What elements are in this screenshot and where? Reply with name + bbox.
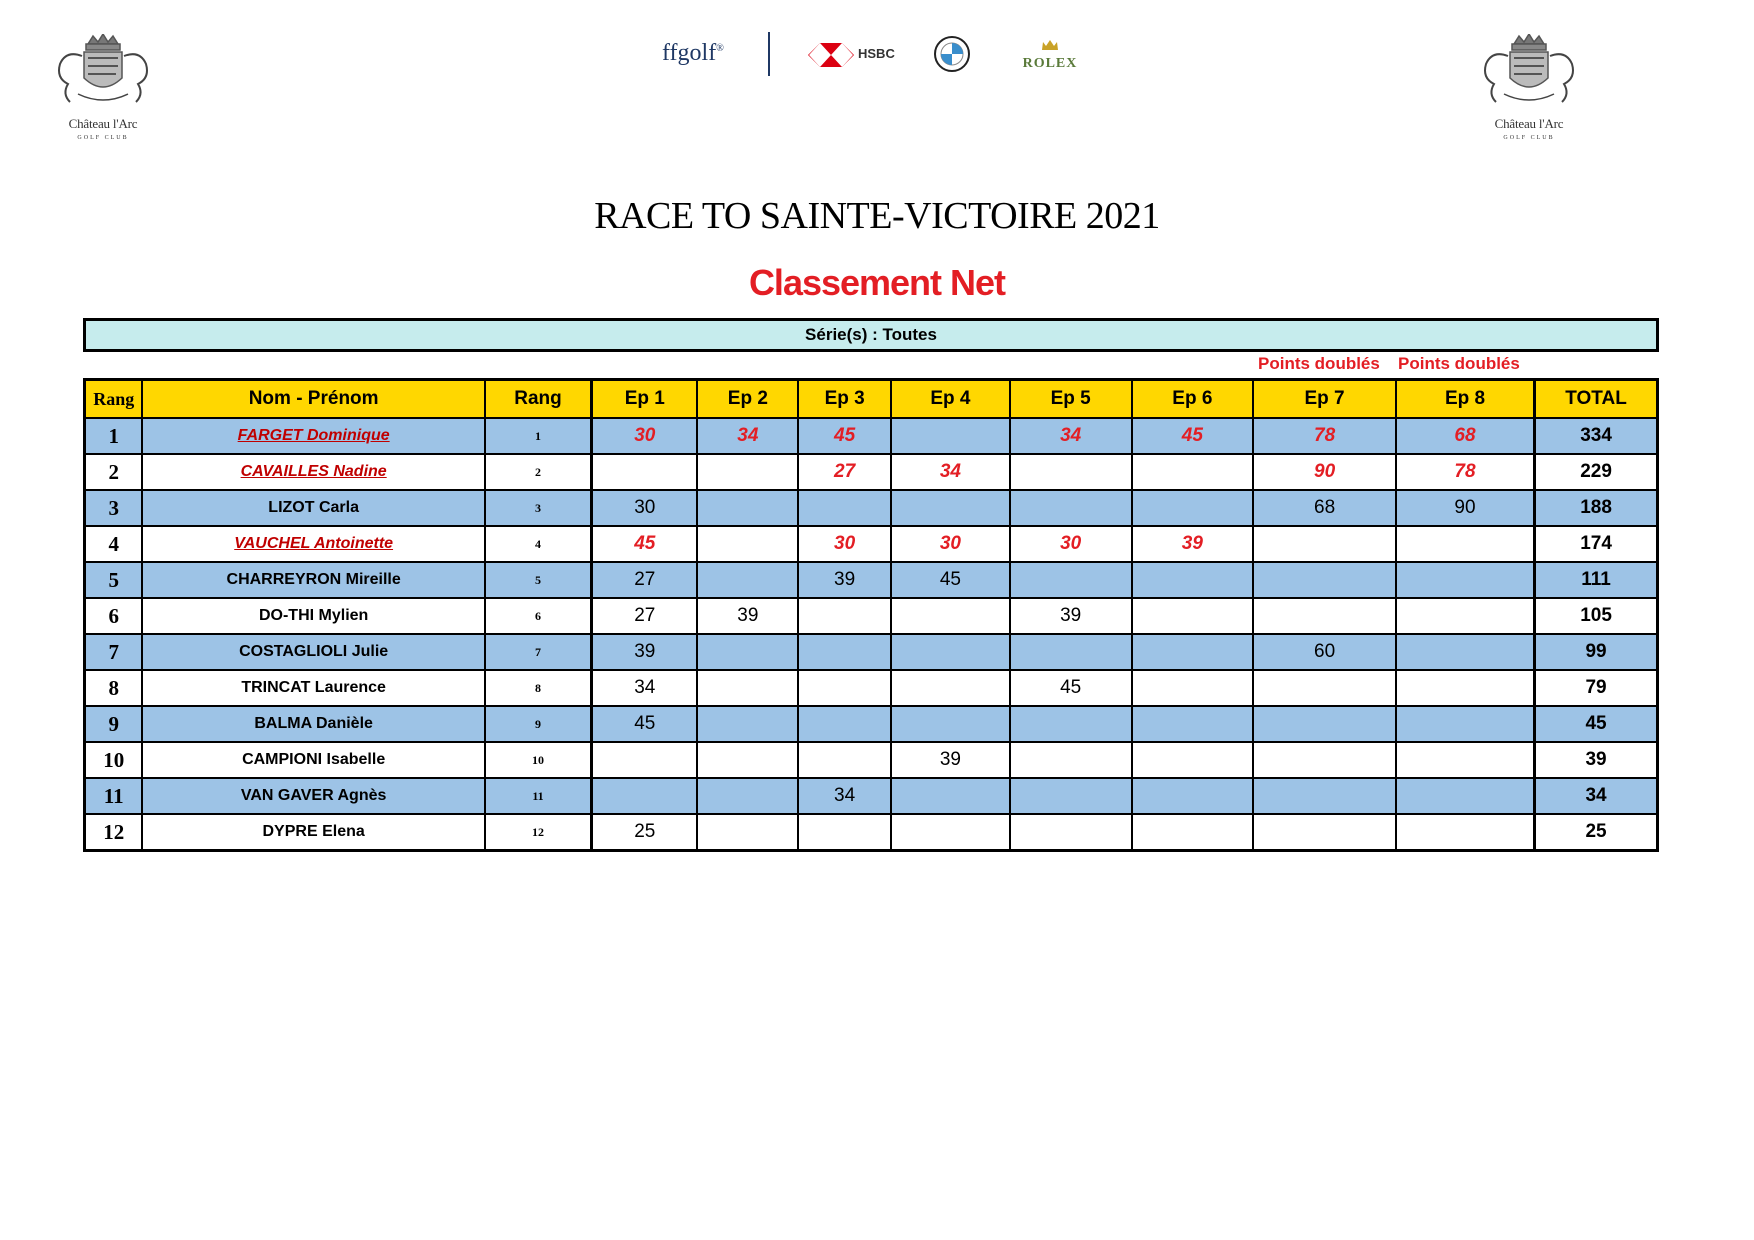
rolex-crown-icon xyxy=(1041,39,1059,51)
cell-ep7 xyxy=(1253,742,1396,778)
cell-player-name: CAMPIONI Isabelle xyxy=(142,742,484,778)
rolex-text: ROLEX xyxy=(1022,56,1078,71)
cell-ep2 xyxy=(697,814,798,851)
cell-total: 188 xyxy=(1535,490,1658,526)
cell-player-name: CHARREYRON Mireille xyxy=(142,562,484,598)
cell-ep7: 60 xyxy=(1253,634,1396,670)
table-row xyxy=(85,598,1658,634)
cell-total: 25 xyxy=(1535,814,1658,851)
cell-ep3 xyxy=(798,490,891,526)
table-row xyxy=(85,670,1658,706)
cell-rang: 11 xyxy=(485,778,592,814)
table-row xyxy=(85,742,1658,778)
club-subtitle: GOLF CLUB xyxy=(77,135,129,141)
cell-ep4: 34 xyxy=(891,454,1010,490)
cell-position: 3 xyxy=(85,490,143,526)
cell-ep3 xyxy=(798,598,891,634)
cell-total: 34 xyxy=(1535,778,1658,814)
cell-ep7 xyxy=(1253,706,1396,742)
cell-ep8: 78 xyxy=(1396,454,1535,490)
cell-ep5 xyxy=(1010,778,1132,814)
cell-ep1: 45 xyxy=(592,526,698,562)
cell-rang: 3 xyxy=(485,490,592,526)
sponsor-logos xyxy=(640,30,1100,80)
ranking-table xyxy=(83,378,1659,852)
cell-ep6 xyxy=(1132,490,1254,526)
cell-ep8 xyxy=(1396,598,1535,634)
cell-total: 174 xyxy=(1535,526,1658,562)
cell-ep1 xyxy=(592,778,698,814)
cell-ep2 xyxy=(697,454,798,490)
cell-ep2 xyxy=(697,670,798,706)
table-row xyxy=(85,814,1658,851)
cell-total: 39 xyxy=(1535,742,1658,778)
col-header-total: TOTAL xyxy=(1535,380,1658,419)
cell-ep4 xyxy=(891,778,1010,814)
cell-ep6 xyxy=(1132,598,1254,634)
table-row xyxy=(85,418,1658,454)
cell-position: 7 xyxy=(85,634,143,670)
cell-ep4 xyxy=(891,814,1010,851)
cell-ep1: 27 xyxy=(592,598,698,634)
cell-position: 10 xyxy=(85,742,143,778)
cell-ep2 xyxy=(697,778,798,814)
cell-ep5 xyxy=(1010,634,1132,670)
cell-rang: 9 xyxy=(485,706,592,742)
cell-total: 111 xyxy=(1535,562,1658,598)
cell-rang: 7 xyxy=(485,634,592,670)
cell-ep3: 27 xyxy=(798,454,891,490)
table-row xyxy=(85,562,1658,598)
col-header-ep7: Ep 7 xyxy=(1253,380,1396,419)
col-header-rang: Rang xyxy=(485,380,592,419)
cell-ep3: 30 xyxy=(798,526,891,562)
cell-rang: 2 xyxy=(485,454,592,490)
cell-ep1: 30 xyxy=(592,418,698,454)
cell-ep6 xyxy=(1132,778,1254,814)
cell-ep2 xyxy=(697,490,798,526)
table-row xyxy=(85,778,1658,814)
cell-ep7: 78 xyxy=(1253,418,1396,454)
cell-ep7 xyxy=(1253,598,1396,634)
cell-ep1: 45 xyxy=(592,706,698,742)
page-subtitle: Classement Net xyxy=(748,262,1006,303)
cell-ep5 xyxy=(1010,454,1132,490)
cell-ep8: 90 xyxy=(1396,490,1535,526)
col-header-ep1: Ep 1 xyxy=(592,380,698,419)
cell-rang: 10 xyxy=(485,742,592,778)
col-header-ep3: Ep 3 xyxy=(798,380,891,419)
cell-rang: 4 xyxy=(485,526,592,562)
cell-ep7: 90 xyxy=(1253,454,1396,490)
cell-total: 99 xyxy=(1535,634,1658,670)
cell-ep8 xyxy=(1396,634,1535,670)
cell-ep7 xyxy=(1253,670,1396,706)
hsbc-hexagon-icon xyxy=(808,43,854,67)
cell-ep5: 39 xyxy=(1010,598,1132,634)
cell-ep3: 39 xyxy=(798,562,891,598)
rolex-logo xyxy=(1010,38,1090,72)
cell-ep1 xyxy=(592,454,698,490)
cell-ep8 xyxy=(1396,778,1535,814)
cell-ep8 xyxy=(1396,526,1535,562)
cell-ep3: 34 xyxy=(798,778,891,814)
cell-position: 6 xyxy=(85,598,143,634)
cell-ep2 xyxy=(697,634,798,670)
cell-position: 2 xyxy=(85,454,143,490)
cell-ep3 xyxy=(798,670,891,706)
col-header-ep6: Ep 6 xyxy=(1132,380,1254,419)
col-header-ep8: Ep 8 xyxy=(1396,380,1535,419)
cell-ep4 xyxy=(891,634,1010,670)
col-header-ep5: Ep 5 xyxy=(1010,380,1132,419)
cell-ep5 xyxy=(1010,562,1132,598)
cell-rang: 6 xyxy=(485,598,592,634)
cell-position: 4 xyxy=(85,526,143,562)
sponsor-divider xyxy=(768,32,770,76)
cell-position: 12 xyxy=(85,814,143,851)
cell-ep7: 68 xyxy=(1253,490,1396,526)
cell-ep7 xyxy=(1253,526,1396,562)
cell-ep5 xyxy=(1010,742,1132,778)
cell-ep5 xyxy=(1010,814,1132,851)
table-header-row xyxy=(85,380,1658,419)
cell-ep5: 45 xyxy=(1010,670,1132,706)
cell-ep3 xyxy=(798,634,891,670)
cell-ep4 xyxy=(891,670,1010,706)
table-row xyxy=(85,526,1658,562)
cell-ep1: 39 xyxy=(592,634,698,670)
cell-position: 9 xyxy=(85,706,143,742)
cell-ep8 xyxy=(1396,670,1535,706)
page-title: RACE TO SAINTE-VICTOIRE 2021 xyxy=(594,195,1160,237)
cell-ep7 xyxy=(1253,562,1396,598)
table-row xyxy=(85,706,1658,742)
cell-ep6 xyxy=(1132,670,1254,706)
cell-total: 229 xyxy=(1535,454,1658,490)
cell-rang: 8 xyxy=(485,670,592,706)
cell-ep1: 34 xyxy=(592,670,698,706)
cell-ep2 xyxy=(697,562,798,598)
cell-ep3 xyxy=(798,742,891,778)
cell-ep4 xyxy=(891,706,1010,742)
cell-ep2: 34 xyxy=(697,418,798,454)
club-name: Château l'Arc xyxy=(68,116,138,131)
cell-ep1: 27 xyxy=(592,562,698,598)
cell-ep4: 45 xyxy=(891,562,1010,598)
cell-ep6 xyxy=(1132,454,1254,490)
cell-player-name: LIZOT Carla xyxy=(142,490,484,526)
series-bar: Série(s) : Toutes xyxy=(83,318,1659,352)
cell-ep4: 39 xyxy=(891,742,1010,778)
cell-position: 5 xyxy=(85,562,143,598)
cell-ep6 xyxy=(1132,742,1254,778)
ffgolf-logo: ffgolf® xyxy=(662,40,724,66)
cell-ep4: 30 xyxy=(891,526,1010,562)
club-name: Château l'Arc xyxy=(1494,116,1564,131)
cell-ep6 xyxy=(1132,562,1254,598)
cell-ep4 xyxy=(891,598,1010,634)
ranking-table-body xyxy=(85,418,1658,851)
doubled-points-label-ep7: Points doublés xyxy=(1258,354,1380,373)
cell-player-name: DYPRE Elena xyxy=(142,814,484,851)
cell-ep2 xyxy=(697,742,798,778)
cell-ep5 xyxy=(1010,490,1132,526)
cell-player-name: TRINCAT Laurence xyxy=(142,670,484,706)
cell-position: 8 xyxy=(85,670,143,706)
cell-ep3 xyxy=(798,814,891,851)
cell-ep8: 68 xyxy=(1396,418,1535,454)
cell-ep5 xyxy=(1010,706,1132,742)
col-header-name: Nom - Prénom xyxy=(142,380,484,419)
cell-ep3: 45 xyxy=(798,418,891,454)
cell-player-name: DO-THI Mylien xyxy=(142,598,484,634)
cell-ep8 xyxy=(1396,814,1535,851)
cell-ep1: 25 xyxy=(592,814,698,851)
table-row xyxy=(85,454,1658,490)
cell-ep8 xyxy=(1396,742,1535,778)
cell-ep6 xyxy=(1132,814,1254,851)
cell-ep2 xyxy=(697,706,798,742)
bmw-roundel-icon xyxy=(934,36,970,72)
cell-ep8 xyxy=(1396,706,1535,742)
cell-ep7 xyxy=(1253,814,1396,851)
cell-ep2 xyxy=(697,526,798,562)
col-header-position: Rang xyxy=(85,380,143,419)
cell-ep5: 34 xyxy=(1010,418,1132,454)
cell-ep6 xyxy=(1132,634,1254,670)
hsbc-logo-text: HSBC xyxy=(858,46,895,61)
cell-player-name: VAN GAVER Agnès xyxy=(142,778,484,814)
cell-total: 79 xyxy=(1535,670,1658,706)
cell-position: 11 xyxy=(85,778,143,814)
table-row xyxy=(85,634,1658,670)
cell-player-name: CAVAILLES Nadine xyxy=(142,454,484,490)
cell-player-name: FARGET Dominique xyxy=(142,418,484,454)
col-header-ep4: Ep 4 xyxy=(891,380,1010,419)
cell-ep6: 45 xyxy=(1132,418,1254,454)
club-crest-logo-left xyxy=(48,34,158,154)
cell-rang: 1 xyxy=(485,418,592,454)
cell-player-name: COSTAGLIOLI Julie xyxy=(142,634,484,670)
club-crest-logo-right xyxy=(1474,34,1584,154)
cell-ep3 xyxy=(798,706,891,742)
cell-ep1 xyxy=(592,742,698,778)
cell-ep4 xyxy=(891,490,1010,526)
cell-ep4 xyxy=(891,418,1010,454)
table-row xyxy=(85,490,1658,526)
cell-ep5: 30 xyxy=(1010,526,1132,562)
cell-ep6: 39 xyxy=(1132,526,1254,562)
col-header-ep2: Ep 2 xyxy=(697,380,798,419)
cell-ep1: 30 xyxy=(592,490,698,526)
cell-rang: 5 xyxy=(485,562,592,598)
cell-ep8 xyxy=(1396,562,1535,598)
cell-total: 45 xyxy=(1535,706,1658,742)
cell-player-name: VAUCHEL Antoinette xyxy=(142,526,484,562)
cell-total: 105 xyxy=(1535,598,1658,634)
ffgolf-text: ffgolf xyxy=(662,40,717,66)
club-subtitle: GOLF CLUB xyxy=(1503,135,1555,141)
cell-ep2: 39 xyxy=(697,598,798,634)
cell-player-name: BALMA Danièle xyxy=(142,706,484,742)
doubled-points-label-ep8: Points doublés xyxy=(1398,354,1520,373)
cell-position: 1 xyxy=(85,418,143,454)
cell-rang: 12 xyxy=(485,814,592,851)
cell-ep6 xyxy=(1132,706,1254,742)
cell-ep7 xyxy=(1253,778,1396,814)
cell-total: 334 xyxy=(1535,418,1658,454)
